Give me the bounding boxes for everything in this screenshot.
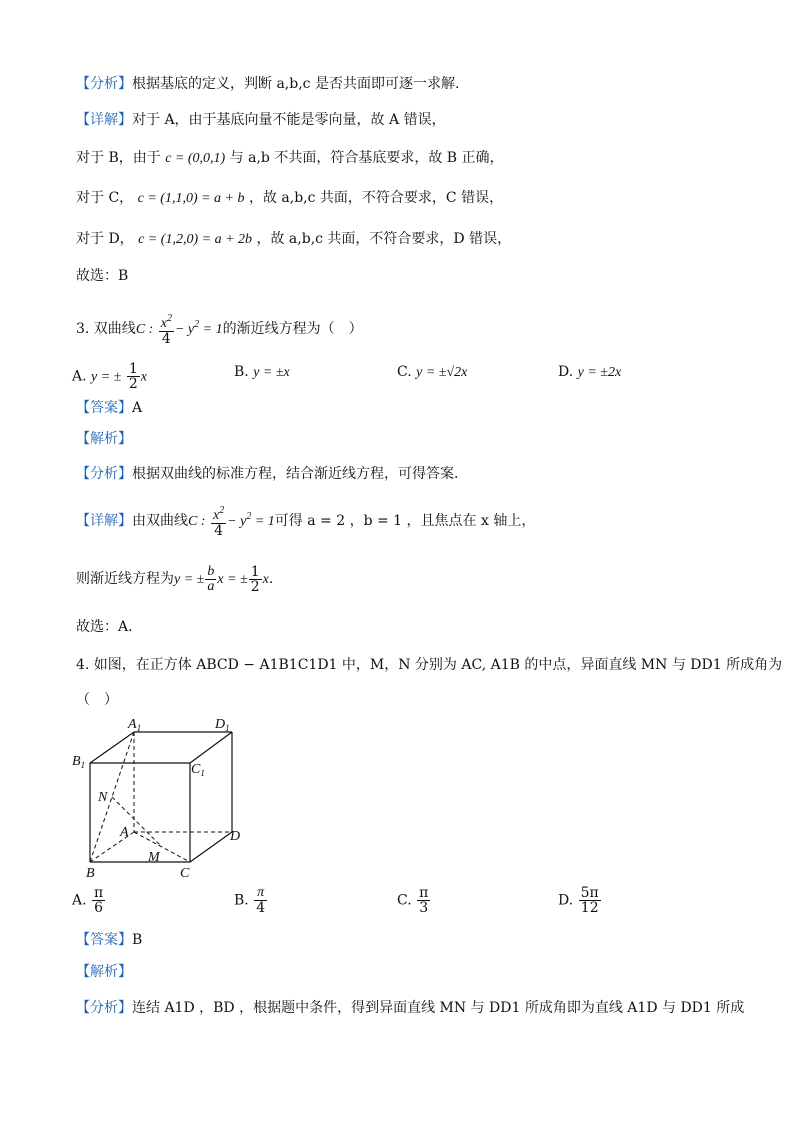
q3-stem-pre: 3. 双曲线 <box>76 321 136 337</box>
detail-label: 【详解】 <box>76 513 132 529</box>
option-label: B. <box>234 892 249 909</box>
option-value: y = ±2x <box>577 365 622 380</box>
label-n: N <box>98 790 108 805</box>
detail-pre: 由双曲线 <box>132 513 188 529</box>
detail-post: 可得 a = 2 ，b = 1 ，且焦点在 x 轴上， <box>274 513 536 529</box>
label-b1: $B_1$ <box>72 754 86 770</box>
label-b: B <box>86 866 95 880</box>
label-d1: $D_1$ <box>215 717 230 733</box>
q3-then-line: 则渐近线方程为y = ± $\frac{b}{a}$ x = ± $\frac{1}{2}$ x. <box>76 563 274 595</box>
option-value: y = ±x <box>253 365 290 380</box>
q3-option-a[interactable]: A. y = ± $\frac{1}{2}$ x <box>72 361 147 392</box>
sec2-detail-d-line <box>76 229 511 250</box>
q4-analysis-line <box>76 998 744 1018</box>
option-label: C. <box>397 364 412 380</box>
analysis-label: 【分析】 <box>76 1000 132 1016</box>
detail-c-post: ，故 a,b,c 共面，不符合要求，C 错误， <box>248 190 504 206</box>
option-value: y = ± <box>91 369 122 385</box>
detail-b-pre: 对于 B，由于 <box>76 150 161 166</box>
q4-option-b[interactable] <box>234 886 268 915</box>
detail-b-post: 与 a,b 不共面，符合基底要求，故 B 正确， <box>229 150 504 166</box>
option-label: A. <box>72 892 87 909</box>
analysis-label: 【分析】 <box>76 466 132 482</box>
detail-c-eq: c = (1,1,0) = a + b <box>137 191 245 206</box>
jiexi-label: 【解析】 <box>76 964 132 980</box>
q4-option-d[interactable] <box>558 886 602 915</box>
q3-jiexi <box>76 429 132 449</box>
q4-jiexi <box>76 962 132 982</box>
q3-choose: 故选：A. <box>76 619 133 635</box>
option-label: D. <box>558 892 574 909</box>
analysis-label: 【分析】 <box>76 76 132 92</box>
q3-option-b[interactable] <box>234 362 290 383</box>
label-a: A <box>120 825 129 840</box>
analysis-text: 根据基底的定义，判断 a,b,c 是否共面即可逐一求解. <box>132 76 460 92</box>
sec2-detail-c-line <box>76 188 503 209</box>
analysis-text: 根据双曲线的标准方程，结合渐近线方程，可得答案. <box>132 466 459 482</box>
edge-cd <box>190 832 232 862</box>
q3-option-c[interactable] <box>397 362 467 383</box>
q3-analysis-line <box>76 464 458 484</box>
q3-answer-line <box>76 398 142 418</box>
label-c1: $C_1$ <box>191 762 205 778</box>
q4-opt-c-frac: $\frac{\pi}{3}$ <box>419 885 429 916</box>
label-m: M <box>148 850 160 865</box>
sec2-detail-b-line <box>76 148 504 169</box>
q4-opt-d-frac: $\frac{5\pi}{12}$ <box>580 885 599 916</box>
edge-c1d1 <box>190 732 232 763</box>
q3-detail-frac: $\frac{x^2}{4}$ <box>212 505 225 539</box>
answer-label: 【答案】 <box>76 400 132 416</box>
q4-opt-a-frac: $\frac{\pi}{6}$ <box>94 885 104 916</box>
q3-opt-a-frac: $\frac{1}{2}$ <box>128 361 138 392</box>
jiexi-label: 【解析】 <box>76 431 132 447</box>
option-value: y = ±√2x <box>416 365 468 380</box>
q4-cube-figure <box>70 715 260 880</box>
detail-a-text: 对于 A，由于基底向量不能是零向量，故 A 错误， <box>132 112 446 128</box>
detail-label: 【详解】 <box>76 112 132 128</box>
q4-paren: （ ） <box>76 692 118 708</box>
option-label: C. <box>397 892 412 909</box>
analysis-text: 连结 A1D ，BD ，根据题中条件，得到异面直线 MN 与 DD1 所成角即为直线 A1D 与 DD1 所成 <box>132 1000 745 1016</box>
sec2-detail-a-line <box>76 110 446 130</box>
q3-stem-post: 的渐近线方程为（ ） <box>222 321 363 337</box>
q3-option-d[interactable] <box>558 362 621 383</box>
detail-c-pre: 对于 C， <box>76 190 134 206</box>
q4-answer-line <box>76 930 142 950</box>
q3-one-half: $\frac{1}{2}$ <box>250 563 260 595</box>
detail-b-eq: c = (0,0,1) <box>165 151 226 166</box>
label-a1: $A_1$ <box>128 717 142 733</box>
option-label: A. <box>72 368 87 385</box>
q3-curve-name: C : <box>135 322 154 337</box>
detail-d-post: ，故 a,b,c 共面，不符合要求，D 错误， <box>256 231 512 247</box>
q4-option-a[interactable] <box>72 886 106 915</box>
detail-d-pre: 对于 D， <box>76 231 134 247</box>
q4-opt-b-frac: $\frac{\pi}{4}$ <box>256 885 266 916</box>
sec2-choose: 故选：B <box>76 268 129 284</box>
q4-stem: 4. 如图，在正方体 ABCD − A1B1C1D1 中，M，N 分别为 AC, A1B 的中点，异面直线 MN 与 DD1 所成角为 <box>76 657 783 673</box>
q4-option-c[interactable] <box>397 886 431 915</box>
q3-stem: 3. 双曲线C : $\frac{x^2}{4}$ − $y^2 = 1$的渐近线方程为（ ） <box>76 313 363 347</box>
q3-detail-line: 【详解】由双曲线C : $\frac{x^2}{4}$ − $y^2 = 1$可得 a = 2 ，b = 1 ，且焦点在 x 轴上， <box>76 505 536 539</box>
answer-value: B <box>132 932 143 948</box>
label-c: C <box>180 866 190 880</box>
answer-label: 【答案】 <box>76 932 132 948</box>
edge-b1a1 <box>90 732 134 763</box>
detail-d-eq: c = (1,2,0) = a + 2b <box>138 232 253 247</box>
q3-b-over-a: $\frac{b}{a}$ <box>207 563 215 594</box>
q3-equation-frac: $\frac{x^2}{4}$ <box>160 313 172 347</box>
sec2-analysis-line <box>76 74 459 94</box>
option-label: B. <box>234 364 249 380</box>
answer-value: A <box>132 400 143 416</box>
then-pre: 则渐近线方程为 <box>76 571 174 587</box>
option-label: D. <box>558 364 574 380</box>
label-d: D <box>230 829 241 844</box>
